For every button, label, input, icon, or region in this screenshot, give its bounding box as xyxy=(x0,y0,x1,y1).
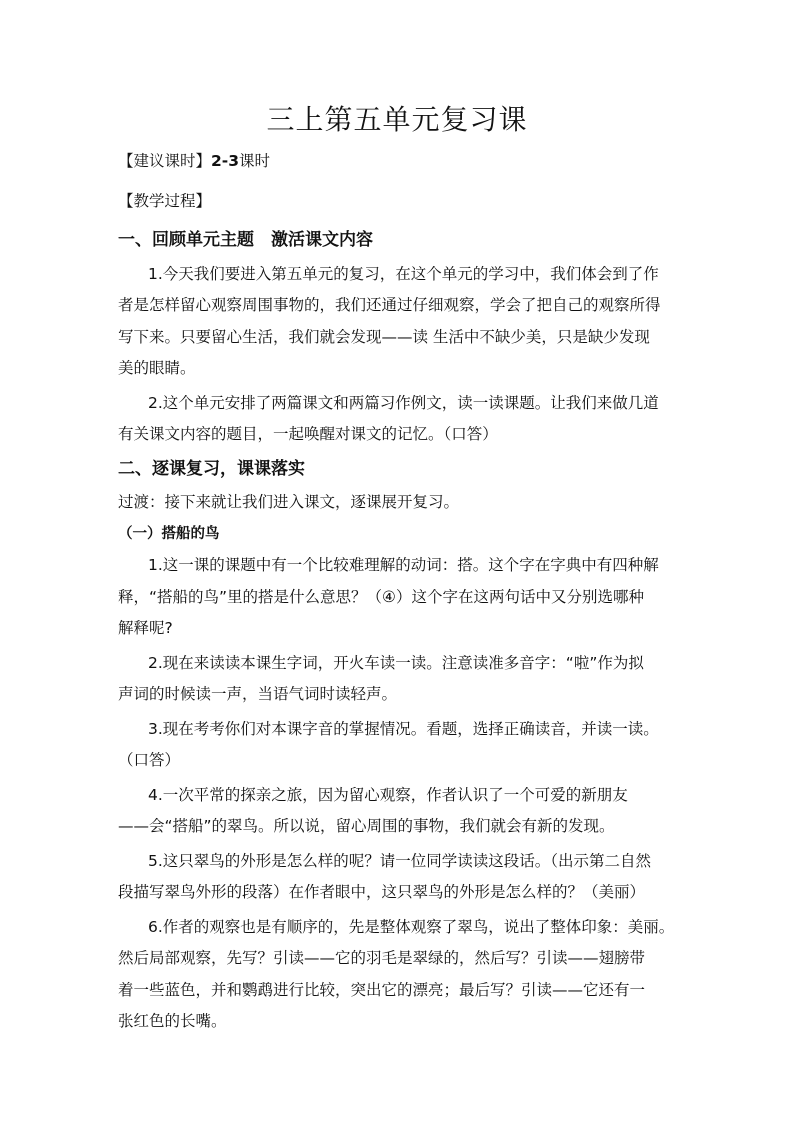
paragraph-line: 者是怎样留心观察周围事物的，我们还通过仔细观察，学会了把自己的观察所得 xyxy=(118,296,661,314)
suggested-hours-unit: 课时 xyxy=(239,152,271,170)
teaching-process-label: 【教学过程】 xyxy=(118,191,212,210)
lesson-item-3 xyxy=(118,714,680,777)
paragraph-line: 美的眼睛。 xyxy=(118,359,196,377)
paragraph-line: 声词的时候读一声，当语气词时读轻声。 xyxy=(118,685,398,703)
lesson-item-2 xyxy=(118,648,680,711)
paragraph-line: ——会“搭船”的翠鸟。所以说，留心周围的事物，我们就会有新的发现。 xyxy=(118,817,615,835)
section-2-heading: 二、逐课复习，课课落实 xyxy=(118,458,305,479)
suggested-hours-label: 【建议课时】 xyxy=(118,152,212,170)
paragraph-line: 5.这只翠鸟的外形是怎么样的呢？请一位同学读读这段话。（出示第二自然 xyxy=(148,851,652,870)
transition-text: 过渡：接下来就让我们进入课文，逐课展开复习。 xyxy=(118,493,460,511)
suggested-hours-line xyxy=(118,146,680,178)
paragraph-line: 张红色的长嘴。 xyxy=(118,1012,227,1030)
paragraph-line: 段描写翠鸟外形的段落）在作者眼中，这只翠鸟的外形是怎么样的？（美丽） xyxy=(118,883,646,901)
paragraph-line: 2.这个单元安排了两篇课文和两篇习作例文，读一读课题。让我们来做几道 xyxy=(148,393,659,412)
suggested-hours-value: 2-3 xyxy=(211,152,240,170)
paragraph-line: 1.这一课的课题中有一个比较难理解的动词：搭。这个字在字典中有四种解 xyxy=(148,556,659,574)
paragraph-line: 然后局部观察，先写？引读——它的羽毛是翠绿的，然后写？引读——翅膀带 xyxy=(118,949,646,967)
section-1-paragraph-1 xyxy=(118,259,680,385)
paragraph-line: 3.现在考考你们对本课字音的掌握情况。看题，选择正确读音，并读一读。 xyxy=(148,719,659,738)
paragraph-line: 释，“搭船的鸟”里的搭是什么意思？（④）这个字在这两句话中又分别选哪种 xyxy=(118,587,644,606)
section-1-heading: 一、回顾单元主题 激活课文内容 xyxy=(118,230,373,250)
paragraph-line: 解释呢? xyxy=(118,619,173,637)
paragraph-line: 有关课文内容的题目，一起唤醒对课文的记忆。（口答） xyxy=(118,425,498,443)
paragraph-line: （口答） xyxy=(118,751,181,769)
lesson-item-4 xyxy=(118,780,680,843)
lesson-item-5 xyxy=(118,846,680,909)
document-body xyxy=(118,146,680,1038)
paragraph-line: 1.今天我们要进入第五单元的复习，在这个单元的学习中，我们体会到了作 xyxy=(148,264,659,283)
lesson-1-heading: （一）搭船的鸟 xyxy=(118,525,220,542)
paragraph-line: 写下来。只要留心生活，我们就会发现——读 生活中不缺少美，只是缺少发现 xyxy=(118,327,650,346)
paragraph-line: 6.作者的观察也是有顺序的，先是整体观察了翠鸟，说出了整体印象：美丽。 xyxy=(148,917,675,936)
paragraph-line: 着一些蓝色，并和鹦鹉进行比较，突出它的漂亮；最后写？引读——它还有一 xyxy=(118,980,646,999)
lesson-item-6 xyxy=(118,912,680,1038)
paragraph-line: 2.现在来读读本课生字词，开火车读一读。注意读准多音字：“啦”作为拟 xyxy=(148,653,644,672)
paragraph-line: 4.一次平常的探亲之旅，因为留心观察，作者认识了一个可爱的新朋友 xyxy=(148,785,628,804)
document-title: 三上第五单元复习课 xyxy=(266,103,528,136)
section-1-paragraph-2 xyxy=(118,388,680,451)
lesson-item-1 xyxy=(118,550,680,645)
